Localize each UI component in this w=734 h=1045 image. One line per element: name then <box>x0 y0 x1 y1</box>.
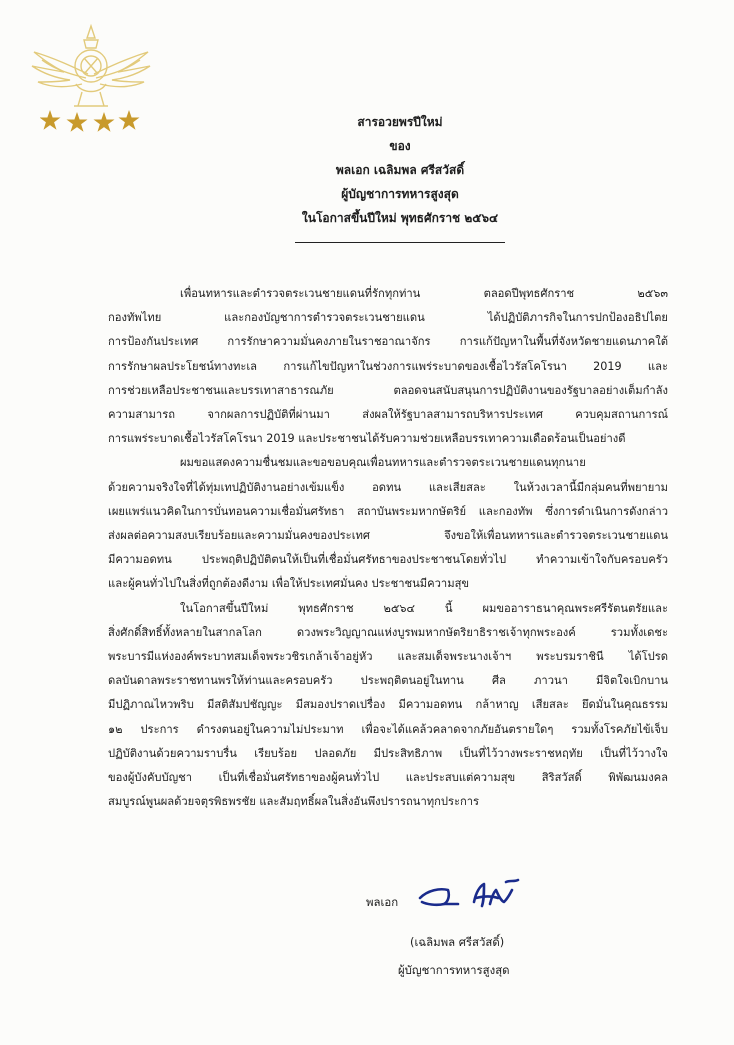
paragraph-line: มีปฏิภาณไหวพริบ มีสติสัมปชัญญะ มีสมองปราดเปรื่อง มีความอดทน กล้าหาญ เสียสละ ยึดมั่นในคุณธรรม <box>108 698 668 712</box>
paragraph-line: ของผู้บังคับบัญชา เป็นที่เชื่อมั่นศรัทธาของผู้คนทั่วไป และประสบแต่ความสุข สิริสวัสดิ์ พิพัฒนมงคล <box>108 771 668 785</box>
paragraph-line: ในโอกาสขึ้นปีใหม่ พุทธศักราช ๒๕๖๔ นี้ ผมขออาราธนาคุณพระศรีรัตนตรัยและ <box>180 601 668 615</box>
heading-title: สารอวยพรปีใหม่ <box>357 115 443 129</box>
star-icon <box>67 112 88 132</box>
heading-of: ของ <box>389 139 411 153</box>
paragraph-line: ความสามารถ จากผลการปฏิบัติที่ผ่านมา ส่งผลให้รัฐบาลสามารถบริหารประเทศ ควบคุมสถานการณ์ <box>108 408 668 422</box>
paragraph-line: สิ่งศักดิ์สิทธิ์ทั้งหลายในสากลโลก ดวงพระวิญญาณแห่งบูรพมหากษัตริยาธิราชเจ้าทุกพระองค์ รวมทั้งเดชะ <box>108 625 668 639</box>
paragraph-line: การรักษาผลประโยชน์ทางทะเล การแก้ไขปัญหาในช่วงการแพร่ระบาดของเชื้อไวรัสโคโรนา 2019 และ <box>108 359 668 373</box>
paragraph-line: การแพร่ระบาดเชื้อไวรัสโคโรนา 2019 และประชาชนได้รับความช่วยเหลือบรรเทาความเดือดร้อนเป็นอย่างดี <box>108 432 626 446</box>
paragraph <box>108 597 668 815</box>
letter-heading <box>200 110 600 243</box>
four-stars-icon <box>40 108 140 134</box>
paragraph-line: และผู้คนทั่วไปในสิ่งที่ถูกต้องดีงาม เพื่อให้ประเทศมั่นคง ประชาชนมีความสุข <box>108 577 470 591</box>
paragraph-line: พระบารมีแห่งองค์พระบาทสมเด็จพระวชิรเกล้าเจ้าอยู่หัว และสมเด็จพระนางเจ้าฯ พระบรมราชินี ได้โปรด <box>108 650 668 664</box>
paragraph-line: ส่งผลต่อความสงบเรียบร้อยและความมั่นคงของประเทศ จึงขอให้เพื่อนทหารและตำรวจตระเวนชายแดน <box>108 529 668 543</box>
letter-body <box>108 282 668 814</box>
heading-position: ผู้บัญชาการทหารสูงสุด <box>341 187 459 201</box>
paragraph-line: การช่วยเหลือประชาชนและบรรเทาสาธารณภัย ตลอดจนสนับสนุนการปฏิบัติงานของรัฐบาลอย่างเต็มกำลัง <box>108 383 668 397</box>
paragraph-line: การป้องกันประเทศ การรักษาความมั่นคงภายในราชอาณาจักร การแก้ปัญหาในพื้นที่จังหวัดชายแดนภาคใต้ <box>108 335 668 349</box>
handwritten-signature <box>414 878 524 912</box>
paragraph-line: มีความอดทน ประพฤติปฏิบัติตนให้เป็นที่เชื่อมั่นศรัทธาของประชาชนโดยทั่วไป ทำความเข้าใจกับครอบครัว <box>108 553 668 567</box>
signature-rank: พลเอก <box>366 895 399 909</box>
signature-title: ผู้บัญชาการทหารสูงสุด <box>398 963 510 977</box>
heading-occasion: ในโอกาสขึ้นปีใหม่ พุทธศักราช ๒๕๖๔ <box>301 211 499 225</box>
paragraph-line: ด้วยความจริงใจที่ได้ทุ่มเทปฏิบัติงานอย่างเข้มแข็ง อดทน และเสียสละ ในห้วงเวลานี้มีกลุ่มคนที่พยายาม <box>108 480 668 494</box>
star-icon <box>119 110 140 130</box>
paragraph-line: ผมขอแสดงความชื่นชมและขอขอบคุณเพื่อนทหารและตำรวจตระเวนชายแดนทุกนาย <box>180 456 586 470</box>
paragraph-line: ปฏิบัติงานด้วยความราบรื่น เรียบร้อย ปลอดภัย มีประสิทธิภาพ เป็นที่ไว้วางพระราชหฤทัย เป็นที่ไว้วางใจ <box>108 746 668 760</box>
signature-name: (เฉลิมพล ศรีสวัสดิ์) <box>410 935 505 949</box>
star-icon <box>40 110 61 130</box>
paragraph-line: กองทัพไทย และกองบัญชาการตำรวจตระเวนชายแดน ได้ปฏิบัติภารกิจในการปกป้องอธิปไตย <box>108 311 668 325</box>
paragraph <box>108 282 668 451</box>
paragraph-line: ๑๒ ประการ ดำรงตนอยู่ในความไม่ประมาท เพื่อจะได้แคล้วคลาดจากภัยอันตรายใดๆ รวมทั้งโรคภัยไข้เจ็บ <box>108 722 668 736</box>
paragraph-line: สมบูรณ์พูนผลด้วยจตุรพิธพรชัย และสัมฤทธิ์ผลในสิ่งอันพึงปรารถนาทุกประการ <box>108 795 480 809</box>
paragraph-line: ดลบันดาลพระราชทานพรให้ท่านและครอบครัว ประพฤติตนอยู่ในทาน ศีล ภาวนา มีจิตใจเบิกบาน <box>108 674 668 688</box>
paragraph-line: เผยแพร่แนวคิดในการบั่นทอนความเชื่อมั่นศรัทธา สถาบันพระมหากษัตริย์ และกองทัพ ซึ่งการดำเนินการดังกล่าว <box>108 504 668 518</box>
paragraph-line: เพื่อนทหารและตำรวจตระเวนชายแดนที่รักทุกท่าน ตลอดปีพุทธศักราช ๒๕๖๓ <box>180 287 668 300</box>
star-icon <box>94 112 115 132</box>
heading-author: พลเอก เฉลิมพล ศรีสวัสดิ์ <box>335 163 465 177</box>
paragraph <box>108 451 668 596</box>
heading-divider <box>295 242 505 243</box>
